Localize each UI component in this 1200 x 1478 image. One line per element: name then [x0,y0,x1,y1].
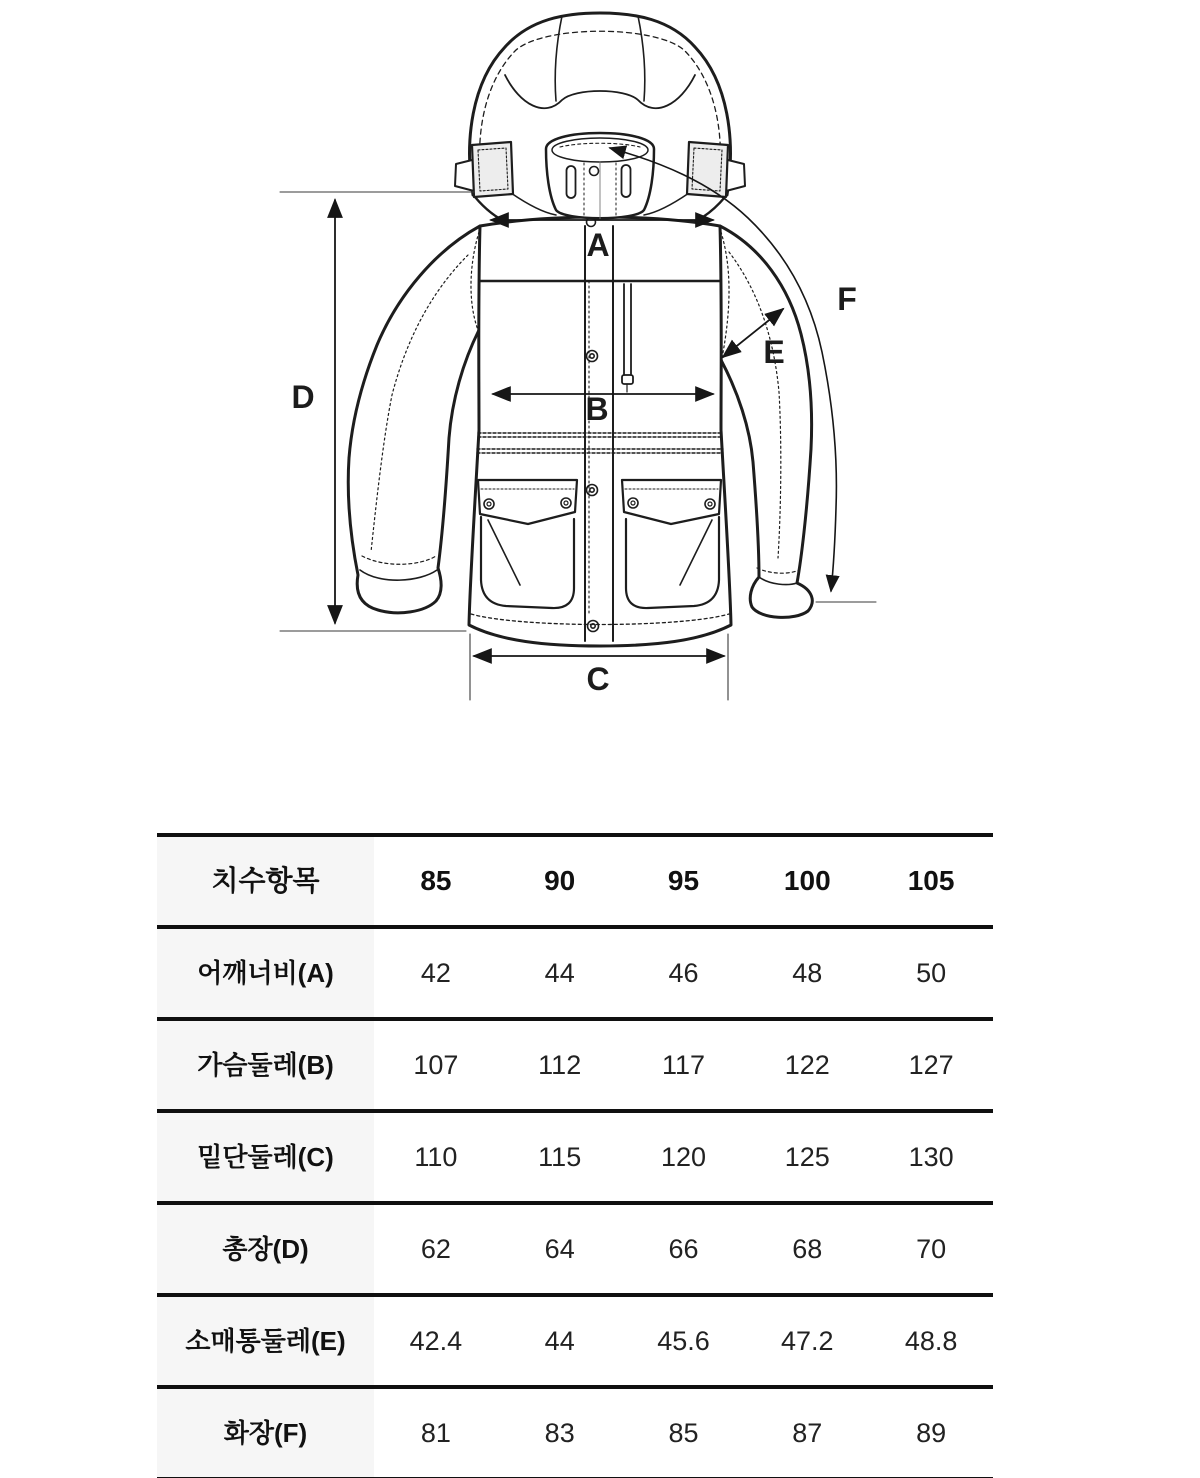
cell-value: 70 [916,1233,947,1264]
cell-value: 42 [420,957,451,988]
collar [546,133,654,220]
cell-value: 81 [420,1417,451,1448]
cell-value: 46 [668,957,699,988]
cell-value: 42.4 [409,1325,463,1356]
cell-value: 48 [792,957,823,988]
table-row-length [157,1205,993,1297]
cell-value: 85 [668,1417,699,1448]
row-label: 어깨너비(A) [157,929,374,1017]
row-label: 화장(F) [157,1389,374,1477]
size-col-90: 90 [544,865,576,896]
cell-value: 66 [668,1233,699,1264]
cell-value: 44 [544,957,575,988]
cell-value: 64 [544,1233,575,1264]
cell-value: 120 [660,1141,707,1172]
table-row-hem [157,1113,993,1205]
cell-value: 112 [538,1049,582,1080]
cell-value: 47.2 [781,1325,834,1356]
label-a: A [586,227,610,263]
hood-tab-left [472,142,513,197]
cell-value: 62 [420,1233,451,1264]
table-row-chest [157,1021,993,1113]
cell-value: 48.8 [904,1325,958,1356]
cell-value: 130 [908,1141,954,1172]
cell-value: 44 [544,1325,575,1356]
label-e: E [763,334,785,370]
label-f: F [837,281,857,317]
cell-value: 89 [916,1417,947,1448]
table-row-sleeve-opening [157,1297,993,1389]
cell-value: 87 [792,1417,823,1448]
cell-value: 127 [908,1049,954,1080]
row-label: 가슴둘레(B) [157,1021,374,1109]
size-col-85: 85 [420,865,452,896]
cell-value: 50 [916,957,947,988]
cell-value: 107 [413,1049,459,1080]
size-table-header-row [157,837,993,929]
cell-value: 110 [414,1141,458,1172]
cell-value: 125 [784,1141,830,1172]
size-table [157,833,993,1478]
size-col-95: 95 [667,865,700,896]
pocket-right [622,480,721,608]
hood-tab-right [687,142,728,197]
cell-value: 45.6 [657,1325,710,1356]
table-row-sleeve-length [157,1389,993,1478]
label-c: C [586,661,610,697]
pocket-left [478,480,577,608]
cell-value: 115 [538,1141,582,1172]
label-d: D [291,379,315,415]
cell-value: 117 [661,1049,706,1080]
row-label: 밑단둘레(C) [157,1113,374,1201]
cell-value: 122 [784,1049,830,1080]
row-label: 총장(D) [157,1205,374,1293]
size-table-header-label: 치수항목 [157,837,374,925]
table-row-shoulder [157,929,993,1021]
cell-value: 83 [544,1417,575,1448]
size-col-105: 105 [907,865,955,896]
row-label: 소매통둘레(E) [157,1297,374,1385]
size-col-100: 100 [783,865,831,896]
cell-value: 68 [792,1233,823,1264]
sleeve-left [348,226,480,613]
label-b: B [585,391,609,427]
